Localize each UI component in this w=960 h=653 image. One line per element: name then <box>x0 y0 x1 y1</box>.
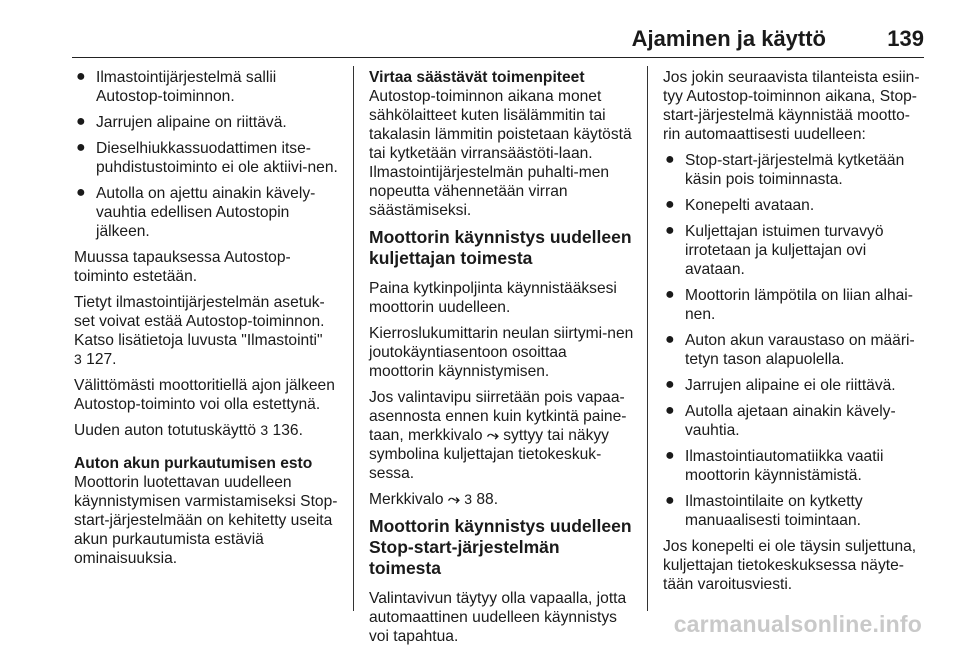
paragraph: Merkkivalo ⤳ 3 88. <box>369 491 499 508</box>
column-2 <box>369 68 635 653</box>
list-item: ● Jarrujen alipaine ei ole riittävä. <box>665 376 896 394</box>
page-reference[interactable]: 136. <box>272 422 303 439</box>
clutch-indicator-icon: ⤳ <box>447 491 460 508</box>
header-rule <box>72 57 924 58</box>
list-item: ● Ilmastointiautomatiikka vaatii moottorin käynnistämistä. <box>665 447 884 484</box>
list-item: ● Kuljettajan istuimen turvavyö irrotetaan ja kuljettajan ovi avataan. <box>665 222 884 278</box>
bullet-icon: ● <box>76 113 86 130</box>
column-divider <box>353 66 354 611</box>
page-number: 139 <box>887 26 924 51</box>
paragraph: Uuden auton totutuskäyttö 3 136. <box>74 422 303 439</box>
list-item: ● Jarrujen alipaine on riittävä. <box>76 113 287 131</box>
paragraph: Jos konepelti ei ole täysin suljettuna, kuljettajan tietokeskuksessa näyte-tään varoitusviesti. <box>663 538 917 593</box>
subsection-title: Virtaa säästävät toimenpiteet <box>369 69 585 86</box>
bullet-icon: ● <box>76 68 86 85</box>
paragraph: Autostop-toiminnon aikana monet sähkölaitteet kuten lisälämmitin tai takalasin lämmitin poistetaan käytöstä tai kytketään virransäästöti-laan. Ilmastointijärjestelmän puhalti-men nopeutta vähennetään virran säästämiseksi. <box>369 88 632 219</box>
list-item: ● Ilmastointilaite on kytketty manuaalisesti toimintaan. <box>665 492 863 529</box>
cross-reference-icon[interactable]: 3 <box>74 351 82 367</box>
paragraph: Kierroslukumittarin neulan siirtymi-nen joutokäyntiasentoon osoittaa moottorin käynnistymisen. <box>369 325 634 380</box>
bullet-icon: ● <box>665 447 675 464</box>
paragraph: Muussa tapauksessa Autostop-toiminto estetään. <box>74 249 291 285</box>
page-reference[interactable]: 127. <box>86 351 117 368</box>
bullet-icon: ● <box>665 196 675 213</box>
cross-reference-icon[interactable]: 3 <box>260 422 269 438</box>
bullet-icon: ● <box>665 376 675 393</box>
bullet-icon: ● <box>665 151 675 168</box>
list-item: ● Ilmastointijärjestelmä sallii Autostop-toiminnon. <box>76 68 277 105</box>
bullet-list <box>74 68 342 241</box>
list-item: ● Autolla ajetaan ainakin kävely-vauhtia. <box>665 402 896 439</box>
list-item: ● Dieselhiukkassuodattimen itse-puhdistustoiminto ei ole aktiivi-nen. <box>76 139 338 176</box>
section-title: Ajaminen ja käyttö <box>631 26 826 51</box>
page-header <box>72 18 924 58</box>
paragraph: Paina kytkinpoljinta käynnistääksesi moottorin uudelleen. <box>369 280 617 316</box>
list-item: ● Auton akun varaustaso on määri-tetyn tason alapuolella. <box>665 331 915 368</box>
bullet-icon: ● <box>665 402 675 419</box>
paragraph: Välittömästi moottoritiellä ajon jälkeen Autostop-toiminto voi olla estettynä. <box>74 377 335 413</box>
column-3 <box>663 68 927 601</box>
column-divider <box>647 66 648 611</box>
paragraph: Tietyt ilmastointijärjestelmän asetuk-set voivat estää Autostop-toiminnon. Katso lisätietoja luvusta "Ilmastointi" 3 127. <box>74 294 325 368</box>
bullet-icon: ● <box>665 331 675 348</box>
paragraph: Moottorin luotettavan uudelleen käynnistymisen varmistamiseksi Stop-start-järjestelmään on kehitetty useita akun purkautumista estäviä ominaisuuksia. <box>74 474 338 567</box>
list-item: ● Moottorin lämpötila on liian alhai-nen. <box>665 286 913 323</box>
paragraph: Jos valintavipu siirretään pois vapaa-asennosta ennen kuin kytkintä paine-taan, merkkivalo ⤳ syttyy tai näkyy symbolina kuljettajan tietokeskuk-sessa. <box>369 389 627 482</box>
bullet-icon: ● <box>665 222 675 239</box>
watermark: carmanualsonline.info <box>673 611 922 637</box>
list-item: ● Autolla on ajettu ainakin kävely-vauhtia edellisen Autostopin jälkeen. <box>76 184 316 240</box>
paragraph: Valintavivun täytyy olla vapaalla, jotta automaattinen uudelleen käynnistys voi tapahtua. <box>369 590 627 645</box>
section-heading: Moottorin käynnistys uudelleen kuljettajan toimesta <box>369 227 632 268</box>
bullet-list <box>663 151 927 530</box>
bullet-icon: ● <box>665 492 675 509</box>
list-item: ● Konepelti avataan. <box>665 196 815 214</box>
clutch-indicator-icon: ⤳ <box>486 427 499 444</box>
subsection-title: Auton akun purkautumisen esto <box>74 455 313 472</box>
bullet-icon: ● <box>665 286 675 303</box>
list-item: ● Stop-start-järjestelmä kytketään käsin pois toiminnasta. <box>665 151 905 188</box>
column-1 <box>74 68 342 575</box>
bullet-icon: ● <box>76 184 86 201</box>
section-heading: Moottorin käynnistys uudelleen Stop-start-järjestelmän toimesta <box>369 516 632 578</box>
paragraph: Jos jokin seuraavista tilanteista esiin-tyy Autostop-toiminnon aikana, Stop-start-järjestelmä käynnistää mootto-rin automaattisesti uudelleen: <box>663 69 920 143</box>
bullet-icon: ● <box>76 139 86 156</box>
cross-reference-icon[interactable]: 3 <box>464 491 473 507</box>
page-reference[interactable]: 88. <box>476 491 499 508</box>
